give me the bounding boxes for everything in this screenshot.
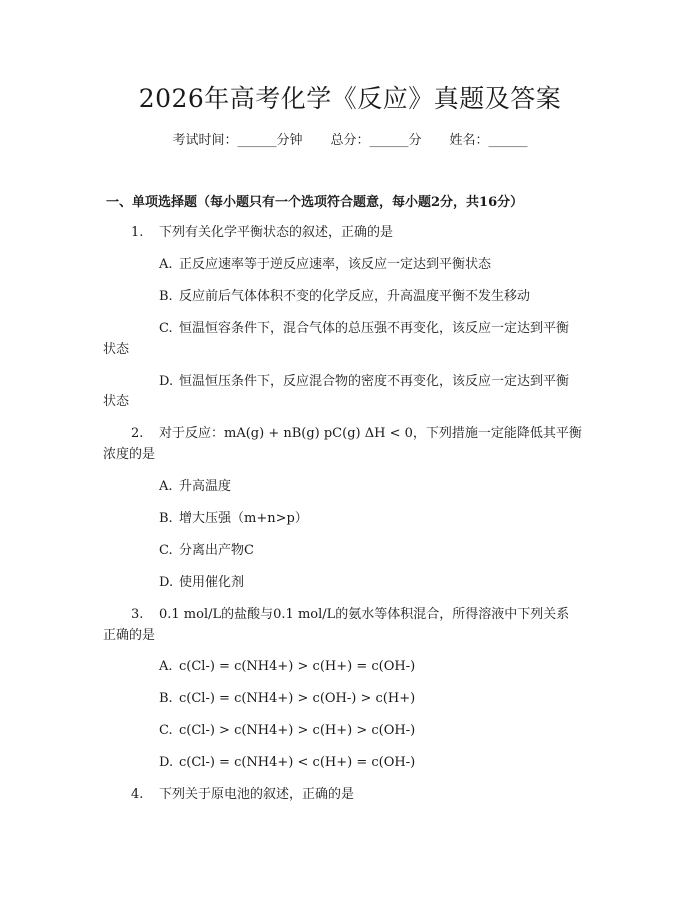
page-title: 2026年高考化学《反应》真题及答案 <box>138 84 562 113</box>
question-2-option-d <box>159 573 244 593</box>
question-number: 3. <box>131 607 144 622</box>
question-1-option-d <box>159 372 569 392</box>
option-letter: D. <box>159 755 174 770</box>
question-3-stem-cont: 正确的是 <box>103 628 156 643</box>
question-1-option-a <box>159 255 491 275</box>
option-text: 增大压强（m+n>p） <box>179 511 308 526</box>
option-letter: B. <box>159 511 173 526</box>
score-unit: 分 <box>408 133 422 148</box>
option-letter: B. <box>159 691 173 706</box>
option-text: 正反应速率等于逆反应速率，该反应一定达到平衡状态 <box>179 257 492 272</box>
option-text: c(Cl-) = c(NH4+) > c(H+) = c(OH-) <box>179 659 416 674</box>
option-text: c(Cl-) > c(NH4+) > c(H+) > c(OH-) <box>179 723 416 738</box>
name-label: 姓名： <box>449 133 489 148</box>
option-letter: A. <box>159 257 173 272</box>
option-letter: C. <box>159 543 173 558</box>
question-3-option-a <box>159 657 415 677</box>
question-1-option-d-cont: 状态 <box>103 394 130 409</box>
option-letter: A. <box>159 659 173 674</box>
question-text: 下列有关化学平衡状态的叙述，正确的是 <box>159 225 394 240</box>
score-blank: ______ <box>369 133 409 148</box>
option-letter: C. <box>159 321 173 336</box>
question-3-stem <box>131 605 569 625</box>
question-1-option-c <box>159 319 569 339</box>
option-text: c(Cl-) = c(NH4+) < c(H+) = c(OH-) <box>179 755 416 770</box>
option-letter: A. <box>159 479 173 494</box>
score-label: 总分： <box>330 133 370 148</box>
name-blank: ______ <box>488 133 528 148</box>
question-text: 下列关于原电池的叙述，正确的是 <box>159 787 355 802</box>
question-2-stem-cont: 浓度的是 <box>103 447 156 462</box>
question-2-stem <box>131 424 582 444</box>
question-number: 4. <box>131 787 144 802</box>
time-label: 考试时间： <box>172 133 238 148</box>
option-text: 恒温恒容条件下，混合气体的总压强不再变化，该反应一定达到平衡 <box>179 321 570 336</box>
question-number: 1. <box>131 225 144 240</box>
option-letter: B. <box>159 289 173 304</box>
option-text: 恒温恒压条件下，反应混合物的密度不再变化，该反应一定达到平衡 <box>179 374 570 389</box>
question-3-option-d <box>159 753 415 773</box>
question-1-stem <box>131 223 393 243</box>
option-letter: D. <box>159 575 174 590</box>
option-text: 反应前后气体体积不变的化学反应，升高温度平衡不发生移动 <box>179 289 531 304</box>
option-letter: D. <box>159 374 174 389</box>
question-3-option-b <box>159 689 415 709</box>
question-2-option-a <box>159 477 231 497</box>
option-text: 升高温度 <box>179 479 232 494</box>
question-text: 对于反应：mA(g) + nB(g) pC(g) ΔH < 0，下列措施一定能降低其平衡 <box>159 426 582 441</box>
time-blank: ______ <box>237 133 277 148</box>
exam-meta <box>0 131 700 151</box>
option-text: 分离出产物C <box>179 543 254 558</box>
option-text: c(Cl-) = c(NH4+) > c(OH-) > c(H+) <box>179 691 416 706</box>
question-1-option-b <box>159 287 530 307</box>
question-3-option-c <box>159 721 415 741</box>
question-1-option-c-cont: 状态 <box>103 342 130 357</box>
time-unit: 分钟 <box>276 133 303 148</box>
section-heading: 一、单项选择题（每小题只有一个选项符合题意，每小题2分，共16分） <box>106 195 524 210</box>
question-2-option-b <box>159 509 308 529</box>
question-text: 0.1 mol/L的盐酸与0.1 mol/L的氨水等体积混合，所得溶液中下列关系 <box>159 607 570 622</box>
question-4-stem <box>131 785 354 805</box>
question-number: 2. <box>131 426 144 441</box>
option-letter: C. <box>159 723 173 738</box>
option-text: 使用催化剂 <box>179 575 245 590</box>
question-2-option-c <box>159 541 254 561</box>
